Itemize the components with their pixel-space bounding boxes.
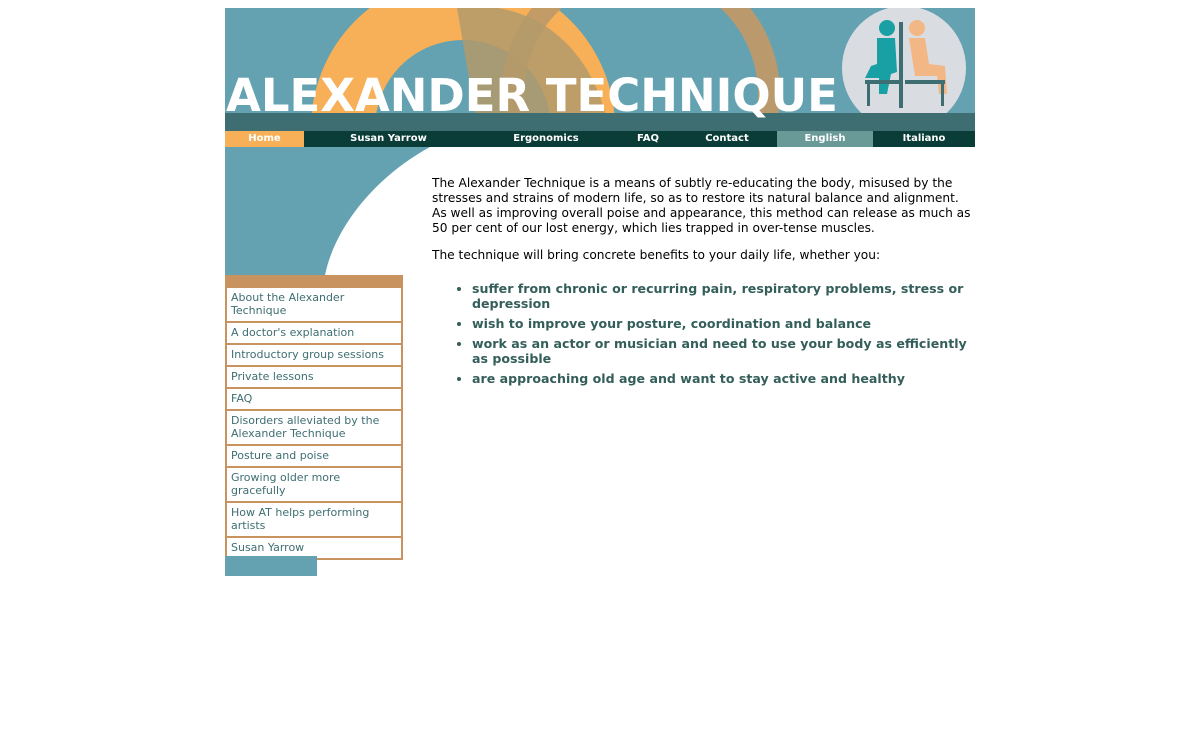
- nav-faq[interactable]: FAQ: [637, 133, 659, 144]
- benefits-list: [432, 281, 977, 386]
- benefit-item: • wish to improve your posture, coordination and balance: [472, 316, 977, 331]
- main-nav: [225, 131, 975, 147]
- sidebar-item-performing-artists[interactable]: How AT helps performing artists: [225, 503, 403, 538]
- decorative-curve: [225, 147, 435, 282]
- seated-figures-logo-icon: [842, 8, 966, 130]
- benefit-item: • are approaching old age and want to stay active and healthy: [472, 371, 977, 386]
- sidebar-menu: [225, 275, 403, 560]
- sidebar-item-group-sessions[interactable]: Introductory group sessions: [225, 345, 403, 367]
- nav-home[interactable]: Home: [225, 131, 304, 147]
- nav-contact[interactable]: Contact: [705, 133, 749, 144]
- sidebar-item-doctors-explanation[interactable]: A doctor's explanation: [225, 323, 403, 345]
- sidebar-item-posture[interactable]: Posture and poise: [225, 446, 403, 468]
- nav-ergonomics[interactable]: Ergonomics: [513, 133, 579, 144]
- lead-paragraph: The technique will bring concrete benefits to your daily life, whether you:: [432, 248, 881, 262]
- nav-english[interactable]: English: [777, 131, 873, 147]
- sidebar-cap: [225, 275, 403, 286]
- nav-susan-yarrow[interactable]: Susan Yarrow: [350, 133, 427, 144]
- sidebar-footer-block: [225, 556, 317, 576]
- intro-paragraph: The Alexander Technique is a means of subtly re-educating the body, misused by the stresses and strains of modern life, so as to restore its natural balance and alignment. As well as improving overall poise and appearance, this method can release as much as 50 per cent of our lost energy, which lies trapped in over-tense muscles.: [432, 176, 971, 235]
- sidebar-item-growing-older[interactable]: Growing older more gracefully: [225, 468, 403, 503]
- nav-italiano[interactable]: Italiano: [902, 133, 946, 144]
- sidebar-item-about[interactable]: About the Alexander Technique: [225, 286, 403, 323]
- benefit-item: • work as an actor or musician and need to use your body as efficiently as possible: [472, 336, 977, 366]
- sidebar-item-private-lessons[interactable]: Private lessons: [225, 367, 403, 389]
- sidebar-item-susan-yarrow[interactable]: Susan Yarrow: [225, 538, 403, 560]
- site-header: [225, 8, 975, 131]
- sidebar-item-disorders[interactable]: Disorders alleviated by the Alexander Technique: [225, 411, 403, 446]
- sidebar-item-faq[interactable]: FAQ: [225, 389, 403, 411]
- site-title: ALEXANDER TECHNIQUE: [226, 69, 838, 122]
- benefit-item: • suffer from chronic or recurring pain, respiratory problems, stress or depression: [472, 281, 977, 311]
- main-content: [432, 176, 977, 391]
